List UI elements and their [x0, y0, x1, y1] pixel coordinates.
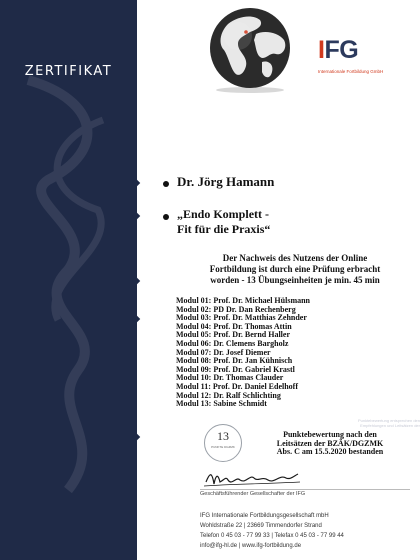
- signature-line: [200, 489, 410, 490]
- points-statement-line: Punktebewertung nach den: [283, 430, 377, 439]
- label-datum: Datum: [396, 275, 420, 284]
- address-line: IFG Internationale Fortbildungsgesellschaft mbH: [200, 513, 329, 519]
- points-statement-line: Leitsätzen der BZÄK/DGZMK: [276, 438, 384, 448]
- bullet-dot: [163, 214, 169, 220]
- module-list: [176, 297, 310, 409]
- signature-caption: Geschäftsführender Gesellschafter der IFG: [200, 491, 306, 497]
- module-item: Modul 13: Sabine Schmidt: [176, 399, 267, 409]
- ifg-tagline: Internationale Fortbildung GmbH: [318, 69, 384, 74]
- module-item: Modul 09: Prof. Dr. Gabriel Krastl: [176, 364, 295, 374]
- signature: [202, 468, 302, 490]
- globe-icon: [198, 6, 303, 94]
- bullet-dot: [163, 181, 169, 187]
- module-item: Modul 04: Prof. Dr. Thomas Attin: [176, 321, 292, 331]
- module-item: Modul 11: Prof. Dr. Daniel Edelhoff: [176, 381, 299, 391]
- points-note: [294, 418, 420, 428]
- ifg-logo: IFG: [318, 36, 359, 64]
- seminar-title-line: „Endo Komplett -: [177, 207, 270, 221]
- company-address: [200, 511, 344, 551]
- module-item: Modul 05: Prof. Dr. Bernd Haller: [176, 330, 290, 340]
- label-seminar: Seminar: [390, 210, 420, 219]
- module-item: Modul 08: Prof. Dr. Jan Kühnisch: [176, 356, 293, 366]
- description-line: worden - 13 Übungseinheiten je min. 45 min: [210, 275, 380, 285]
- address-line: Wohldstraße 22 | 23669 Timmendorfer Strand: [200, 523, 322, 529]
- points-note-line: Empfehlungen und Leitsätzen der: [360, 423, 420, 428]
- address-line: Telefon 0 45 03 - 77 99 33 | Telefax 0 45 03 - 77 99 44: [200, 533, 344, 539]
- points-note-line: Punktebewertung entsprechen den: [357, 418, 420, 423]
- label-referenten: Referenten: [380, 322, 420, 331]
- label-referent: Referent/: [387, 309, 420, 318]
- module-item: Modul 03: Prof. Dr. Matthias Zehnder: [176, 313, 307, 323]
- points-seal: [204, 424, 242, 462]
- description-line: Fortbildung ist durch eine Prüfung erbracht: [209, 264, 381, 274]
- module-item: Modul 07: Dr. Josef Diemer: [176, 347, 271, 357]
- module-item: Modul 10: Dr. Thomas Clauder: [176, 373, 284, 383]
- label-name: Name: [398, 177, 420, 186]
- module-item: Modul 02: PD Dr. Dan Rechenberg: [176, 304, 296, 314]
- points-value: 13: [217, 429, 229, 443]
- recipient-name: Dr. Jörg Hamann: [177, 174, 275, 189]
- address-line: info@ifg-hl.de | www.ifg-fortbildung.de: [200, 543, 302, 549]
- bzak-label: BZÄK / DGZMK:: [351, 431, 420, 441]
- course-description: [175, 253, 415, 286]
- description-line: Der Nachweis des Nutzens der Online: [222, 253, 368, 263]
- seminar-title: [177, 207, 270, 237]
- module-item: Modul 06: Dr. Clemens Bargholz: [176, 338, 289, 348]
- points-statement-line: Abs. C am 15.5.2020 bestanden: [276, 447, 384, 457]
- sidebar: [0, 0, 137, 560]
- module-item: Modul 01: Prof. Dr. Michael Hülsmann: [176, 296, 311, 305]
- points-statement: [246, 431, 414, 457]
- points-seal-text: PUNKTE DGZMK: [211, 445, 235, 449]
- watermark-script: [8, 60, 128, 520]
- seminar-title-line: Fit für die Praxis“: [177, 222, 271, 236]
- module-item: Modul 12: Dr. Ralf Schlichting: [176, 390, 281, 400]
- certificate-title: ZERTIFIKAT: [24, 64, 113, 79]
